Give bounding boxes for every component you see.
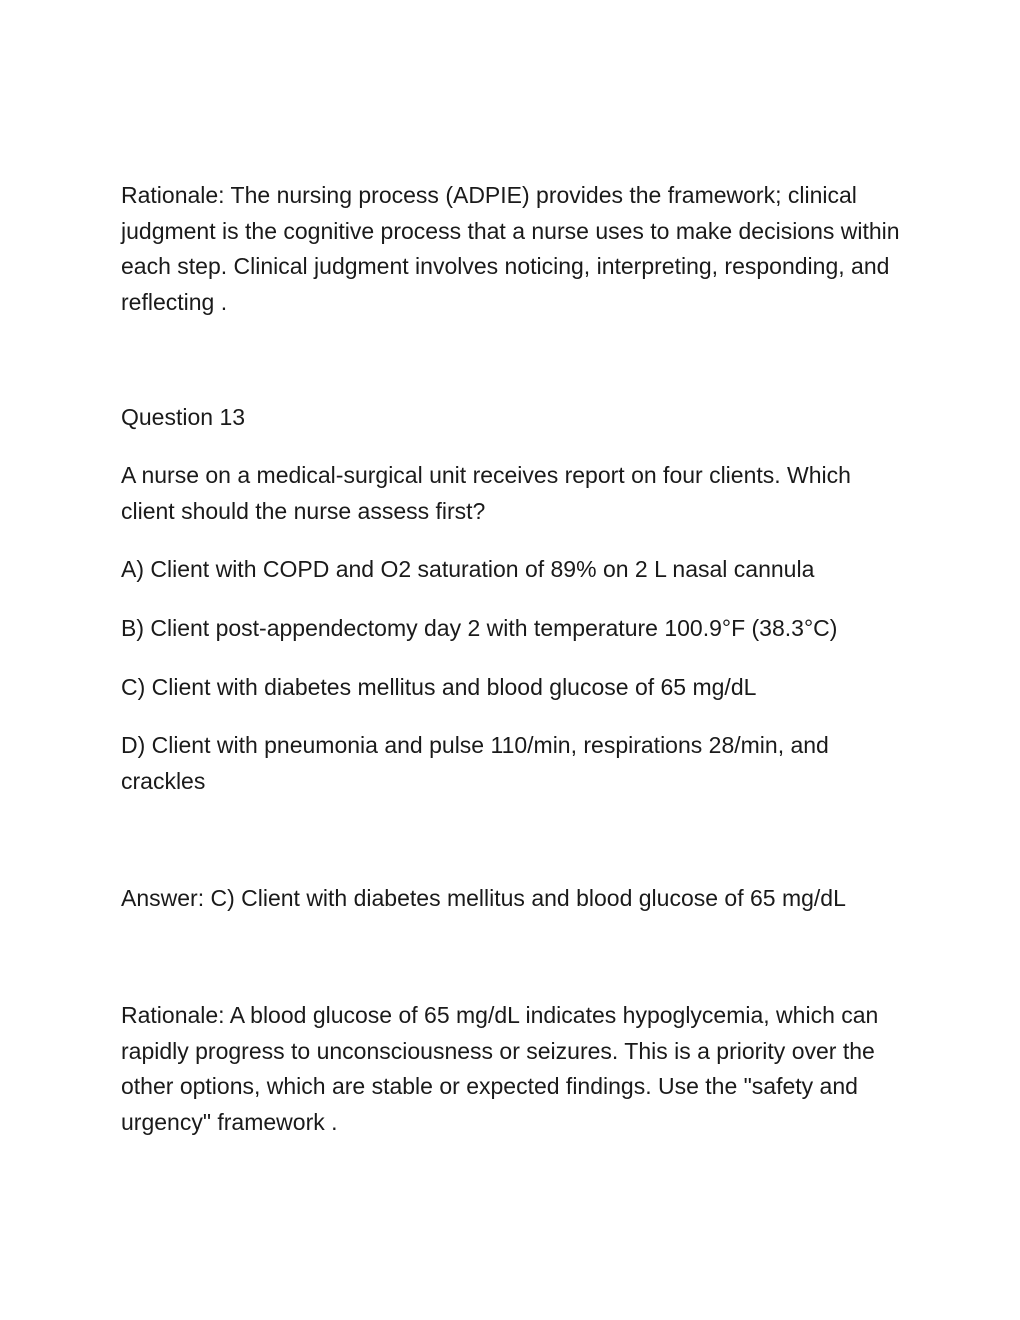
question-stem: A nurse on a medical-surgical unit receives report on four clients. Which client should the nurse assess first? [121,462,851,524]
previous-rationale: Rationale: The nursing process (ADPIE) provides the framework; clinical judgment is the cognitive process that a nurse uses to make decisions within each step. Clinical judgment involves noticing, interpreting, responding, and reflecting . [121,182,900,315]
option-a: A) Client with COPD and O2 saturation of 89% on 2 L nasal cannula [121,556,815,582]
option-b: B) Client post-appendectomy day 2 with temperature 100.9°F (38.3°C) [121,615,838,641]
option-c: C) Client with diabetes mellitus and blood glucose of 65 mg/dL [121,674,757,700]
option-d: D) Client with pneumonia and pulse 110/min, respirations 28/min, and crackles [121,732,829,794]
question-heading: Question 13 [121,404,246,430]
answer-line: Answer: C) Client with diabetes mellitus and blood glucose of 65 mg/dL [121,885,846,911]
question-rationale: Rationale: A blood glucose of 65 mg/dL indicates hypoglycemia, which can rapidly progress to unconsciousness or seizures. This is a priority over the other options, which are stable or expected findings. Use the "safety and urgency" framework . [121,1002,879,1135]
